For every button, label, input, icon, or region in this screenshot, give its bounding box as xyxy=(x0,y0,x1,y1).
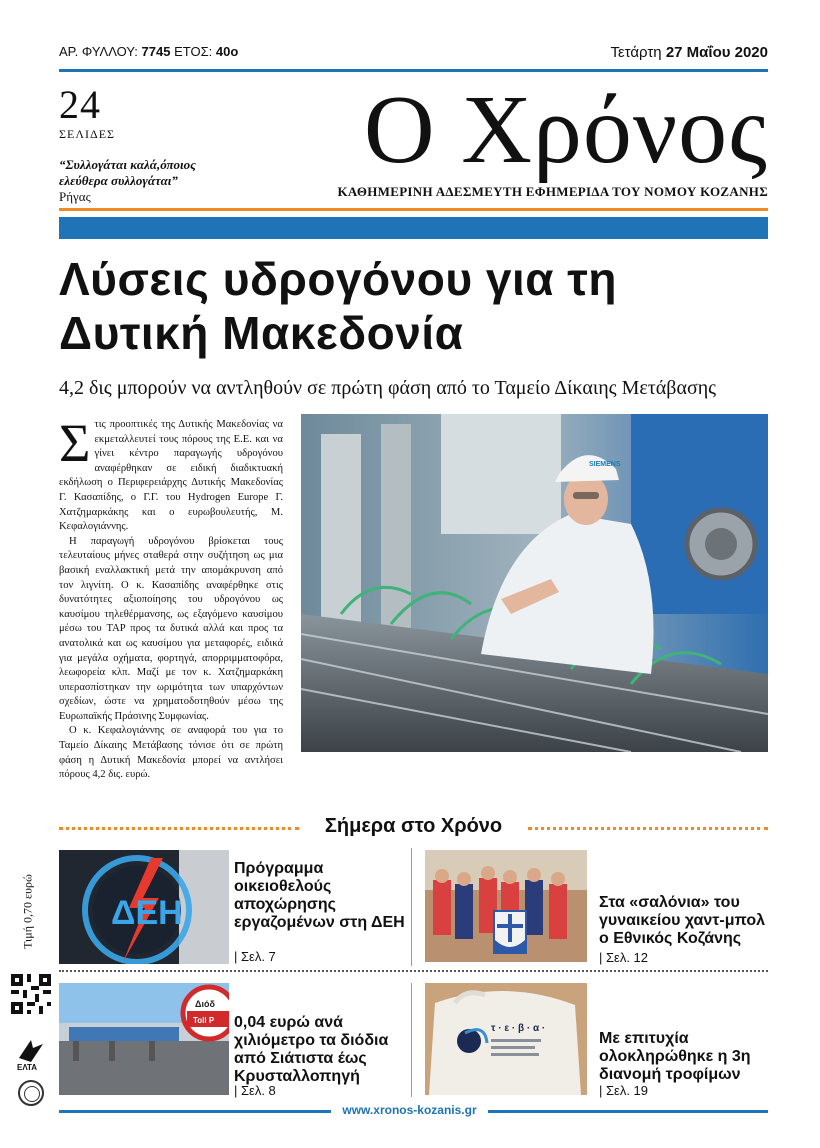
price-label xyxy=(17,860,39,970)
article-paragraph-1 xyxy=(59,413,283,535)
headline-line-2: Δυτική Μακεδονία xyxy=(59,307,464,359)
item-4-image[interactable] xyxy=(425,983,587,1095)
masthead-subtitle: ΚΑΘΗΜΕΡΙΝΗ ΑΔΕΣΜΕΥΤΗ ΕΦΗΜΕΡΙΔΑ ΤΟΥ ΝΟΜΟΥ ΚΟΖΑΝΗΣ xyxy=(337,184,768,199)
article-paragraph-3: Ο κ. Κεφαλογιάννης σε αναφορά του για το Ταμείο Δίκαιης Μετάβασης τόνισε ότι σε πρώτη φάση η Δυτική Μακεδονία μπορεί να αντλήσει πόρους 4,2 δις. ευρώ. xyxy=(59,725,283,781)
pages-count-box xyxy=(59,82,119,142)
date-value: 27 Μαΐου 2020 xyxy=(665,44,768,61)
item-3-title[interactable]: 0,04 ευρώ ανά χιλιόμετρο τα διόδια από Σιάτιστα έως Κρυσταλλοπηγή xyxy=(234,1014,389,1085)
issue-number: 7745 xyxy=(141,44,171,59)
qr-code-icon xyxy=(11,974,51,1014)
weekday: Τετάρτη xyxy=(610,44,662,61)
year-value: 40ο xyxy=(215,44,239,59)
dei-logo-image xyxy=(59,850,229,964)
membership-seal-icon xyxy=(18,1080,44,1106)
item-4-page: | Σελ. 19 xyxy=(599,1083,649,1098)
issue-label: ΑΡ. ΦΥΛΛΟΥ: xyxy=(59,44,138,59)
food-bag-photo xyxy=(425,983,587,1095)
footer-website-link[interactable]: www.xronos-kozanis.gr xyxy=(342,1103,477,1117)
orange-rule xyxy=(59,208,768,211)
item-3-page: | Σελ. 8 xyxy=(234,1083,276,1098)
blue-band xyxy=(59,217,768,239)
footer-rule-left xyxy=(59,1110,331,1113)
main-subhead: 4,2 δις μπορούν να αντληθούν σε πρώτη φάση από το Ταμείο Δίκαιης Μετάβασης xyxy=(59,377,717,399)
item-3-image[interactable] xyxy=(59,983,229,1095)
motto-line-1: “Συλλογάται καλά,όποιος xyxy=(59,157,196,172)
item-1-page: | Σελ. 7 xyxy=(234,949,276,964)
motto-line-2: ελεύθερα συλλογάται” xyxy=(59,173,178,188)
footer-rule-right xyxy=(488,1110,768,1113)
headline-line-1: Λύσεις υδρογόνου για τη xyxy=(59,253,617,305)
column-divider-top xyxy=(411,848,412,966)
motto-author: Ρήγας xyxy=(59,189,91,204)
column-divider-bottom xyxy=(411,983,412,1097)
hydrogen-lab-photo xyxy=(301,414,768,752)
toll-station-photo xyxy=(59,983,229,1095)
article-paragraph-2: Η παραγωγή υδρογόνου βρίσκεται τους τελευταίους μήνες σταθερά στην συζήτηση ως μια βασική εναλλακτική μετά την απομάκρυνση από τον λιγνίτη. Ο κ. Κασαπίδης αναφέρθηκε στις δυνατότητες αξιοποίησης του υδρογόνου ως καυσίμου τηλεθέρμανσης, ως εξαγόμενο καυσίμου μέσω του TAP προς τα δυτικά αλλά και προς τα ανατολικά και ως καυσίμου για μεταφορές, ειδικά για μεγάλα οχήματα, φορτηγά, απορριμματοφόρα, λεωφορεία κλπ. Μαζί με τον κ. Χατζημαρκάκη υπερασπίστηκαν την ωριμότητα των υπαρχόντων σχεδίων, ώστε να χρηματοδοτηθούν μέσω της Ευρωπαϊκής Πράσινης Συμφωνίας. xyxy=(59,535,283,722)
elta-post-icon xyxy=(15,1036,47,1072)
item-2-title[interactable]: Στα «σαλόνια» του γυναικείου χαντ-μπολ ο Εθνικός Κοζάνης xyxy=(599,894,765,947)
items-separator xyxy=(59,970,768,972)
top-rule xyxy=(59,69,768,72)
year-label: ΕΤΟΣ: xyxy=(174,44,213,59)
issue-info-bar xyxy=(59,44,768,64)
masthead-title: Ο Χρόνος xyxy=(363,76,768,184)
helmet-text: SIEMENS xyxy=(589,461,621,468)
pages-label: ΣΕΛΙΔΕΣ xyxy=(59,127,116,141)
main-article xyxy=(59,413,283,783)
dei-logo-text: ΔΕΗ xyxy=(111,894,183,932)
item-1-title[interactable]: Πρόγραμμα οικειοθελούς αποχώρησης εργαζομένων στη ΔΕΗ xyxy=(234,860,405,931)
handball-team-photo xyxy=(425,850,587,962)
bag-logo-text: τ · ε · β · α · xyxy=(491,1023,546,1034)
elta-text: ΕΛΤΑ xyxy=(17,1063,38,1072)
elta-logo xyxy=(15,1036,47,1072)
qr-code[interactable] xyxy=(11,974,51,1014)
motto xyxy=(59,157,259,205)
today-heading: Σήμερα στο Χρόνο xyxy=(324,815,503,837)
drop-cap: Σ xyxy=(59,413,91,473)
toll-sign-text: Διόδ xyxy=(195,999,215,1009)
today-section-title xyxy=(59,815,768,841)
issue-info xyxy=(59,44,238,59)
item-4-title[interactable]: Με επιτυχία ολοκληρώθηκε η 3η διανομή τροφίμων xyxy=(599,1030,751,1083)
item-2-image[interactable] xyxy=(425,850,587,962)
main-headline xyxy=(59,252,768,360)
item-2-page: | Σελ. 12 xyxy=(599,950,649,965)
price-text: Τιμή 0,70 ευρώ xyxy=(20,874,35,949)
article-paragraph-1-text: τις προοπτικές της Δυτικής Μακεδονίας να εκμεταλλευτεί τους πόρους της Ε.Ε. και να γίνει κέντρο παραγωγής υδρογόνου αναφέρθηκαν σε ειδική διαδικτυακή εκδήλωση ο Περιφερειάρχης Δυτικής Μακεδονίας Γ. Κασαπίδης, ο Γ.Γ. του Hydrogen Europe Γ. Χατζημαρκάκης και ο ευρωβουλευτής, Μ. Κεφαλογιάννης. xyxy=(59,419,283,533)
item-1-image[interactable] xyxy=(59,850,229,964)
main-photo xyxy=(301,414,768,752)
pages-count: 24 xyxy=(59,82,101,127)
publication-date xyxy=(610,44,768,61)
toll-sign-text-2: Toll P xyxy=(193,1016,215,1025)
